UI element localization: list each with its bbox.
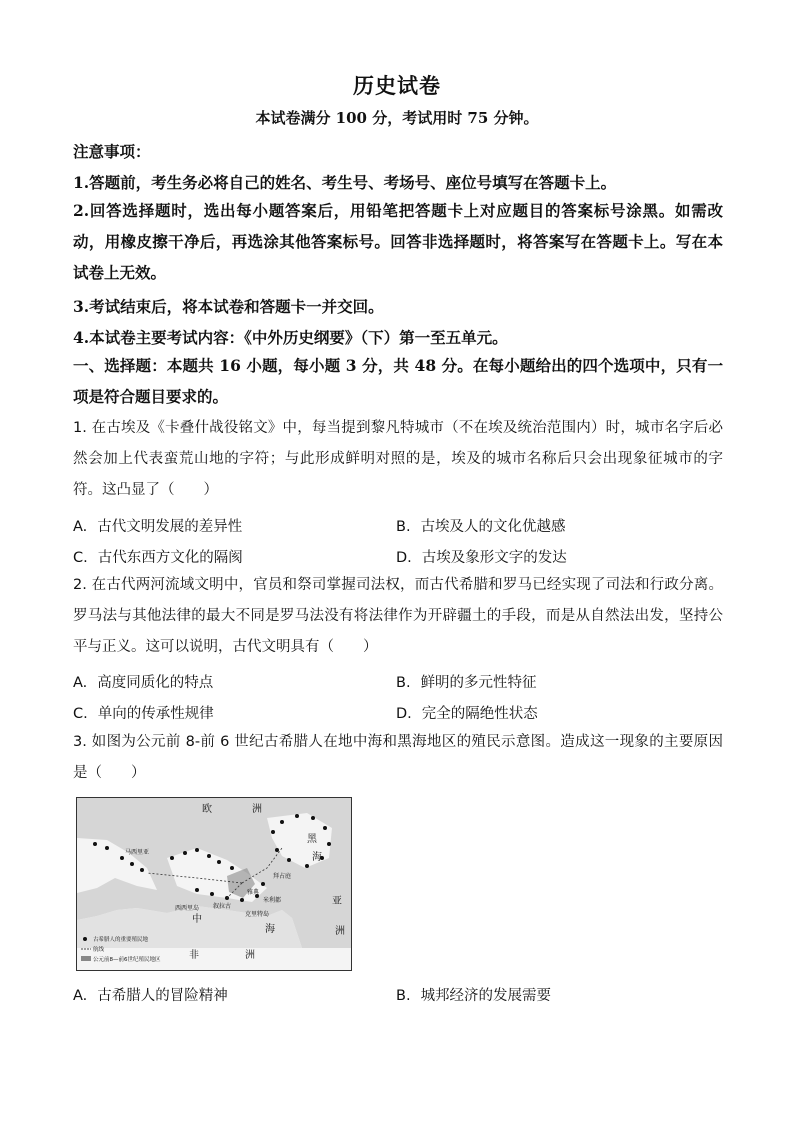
label-med-1: 中 (192, 914, 202, 925)
question-1-option-a[interactable] (73, 515, 242, 536)
option-label: C. (73, 706, 88, 722)
legend-routes: 航线 (93, 947, 105, 953)
question-1-option-d[interactable] (396, 546, 567, 567)
option-label: C. (73, 550, 88, 566)
option-label: D. (396, 550, 412, 566)
option-text: 单向的传承性规律 (97, 706, 214, 722)
notes-item-3: 3.考试结束后，将本试卷和答题卡一并交回。 (73, 297, 384, 316)
label-africa-2: 洲 (245, 950, 255, 961)
option-label: B. (396, 675, 411, 691)
label-europe-2: 洲 (252, 804, 262, 815)
option-text: 古希腊人的冒险精神 (97, 988, 228, 1004)
exam-subtitle: 本试卷满分 100 分，考试用时 75 分钟。 (255, 109, 539, 127)
label-massalia: 马西里亚 (125, 849, 150, 856)
option-label: B. (396, 519, 411, 535)
option-text: 完全的隔绝性状态 (421, 706, 538, 722)
label-syracuse: 叙拉古 (213, 903, 232, 910)
label-crete: 克里特岛 (245, 911, 270, 918)
option-text: 古埃及象形文字的发达 (421, 550, 567, 566)
page-title: 历史试卷 (353, 73, 441, 98)
question-2-option-a[interactable] (73, 671, 213, 692)
label-asia-2: 洲 (335, 926, 345, 937)
option-text: 高度同质化的特点 (97, 675, 214, 691)
option-label: A. (73, 675, 88, 691)
label-med-2: 海 (265, 924, 275, 935)
label-byzantium: 拜占庭 (273, 873, 292, 880)
label-athens: 雅典 (247, 889, 260, 896)
option-label: A. (73, 519, 88, 535)
option-label: D. (396, 706, 412, 722)
question-3-stem: 3. 如图为公元前 8-前 6 世纪古希腊人在地中海和黑海地区的殖民示意图。造成这一现象的主要原因是（ ） (73, 734, 723, 781)
question-1-stem: 1. 在古埃及《卡叠什战役铭文》中，每当提到黎凡特城市（不在埃及统治范围内）时，城市名字后必然会加上代表蛮荒山地的字符；与此形成鲜明对照的是，埃及的城市名称后只会出现象征城市的字符。这凸显了（ ） (73, 420, 723, 498)
option-label: A. (73, 988, 88, 1004)
question-1-option-c[interactable] (73, 546, 243, 567)
notes-item-2: 2.回答选择题时，选出每小题答案后，用铅笔把答题卡上对应题目的答案标号涂黑。如需改动，用橡皮擦干净后，再选涂其他答案标号。回答非选择题时，将答案写在答题卡上。写在本试卷上无效。 (73, 201, 723, 282)
label-miletus: 米利都 (263, 897, 282, 904)
label-sicily: 西西里岛 (175, 905, 200, 912)
label-black-sea-1: 黑 (307, 834, 317, 845)
option-text: 鲜明的多元性特征 (420, 675, 537, 691)
legend-region: 公元前8—前6世纪殖民地区 (93, 957, 161, 963)
question-3-option-b[interactable] (396, 984, 551, 1005)
option-label: B. (396, 988, 411, 1004)
notes-item-1: 1.答题前，考生务必将自己的姓名、考生号、考场号、座位号填写在答题卡上。 (73, 173, 617, 192)
label-asia-1: 亚 (332, 896, 342, 907)
question-2-option-b[interactable] (396, 671, 537, 692)
label-black-sea-2: 海 (312, 852, 322, 863)
question-2-stem: 2. 在古代两河流域文明中，官员和祭司掌握司法权，而古代希腊和罗马已经实现了司法和行政分离。罗马法与其他法律的最大不同是罗马法没有将法律作为开辟疆土的手段，而是从自然法出发，坚持公平与正义。这可以说明，古代文明具有（ ） (73, 577, 723, 655)
option-text: 古代文明发展的差异性 (97, 519, 243, 535)
label-europe-1: 欧 (202, 804, 212, 815)
question-3-option-a[interactable] (73, 984, 228, 1005)
notes-item-4: 4.本试卷主要考试内容：《中外历史纲要》（下）第一至五单元。 (73, 328, 508, 347)
question-2-option-c[interactable] (73, 702, 214, 723)
option-text: 城邦经济的发展需要 (420, 988, 552, 1004)
label-africa-1: 非 (189, 950, 199, 961)
notes-heading: 注意事项： (73, 142, 151, 161)
map-drawing (77, 798, 351, 970)
section-heading: 一、选择题：本题共 16 小题，每小题 3 分，共 48 分。在每小题给出的四个选项中，只有一项是符合题目要求的。 (73, 356, 723, 406)
legend-colony: 古希腊人的重要殖民地 (93, 937, 149, 943)
colonization-map (76, 797, 352, 971)
option-text: 古埃及人的文化优越感 (420, 519, 566, 535)
option-text: 古代东西方文化的隔阂 (97, 550, 243, 566)
question-2-option-d[interactable] (396, 702, 538, 723)
question-1-option-b[interactable] (396, 515, 566, 536)
